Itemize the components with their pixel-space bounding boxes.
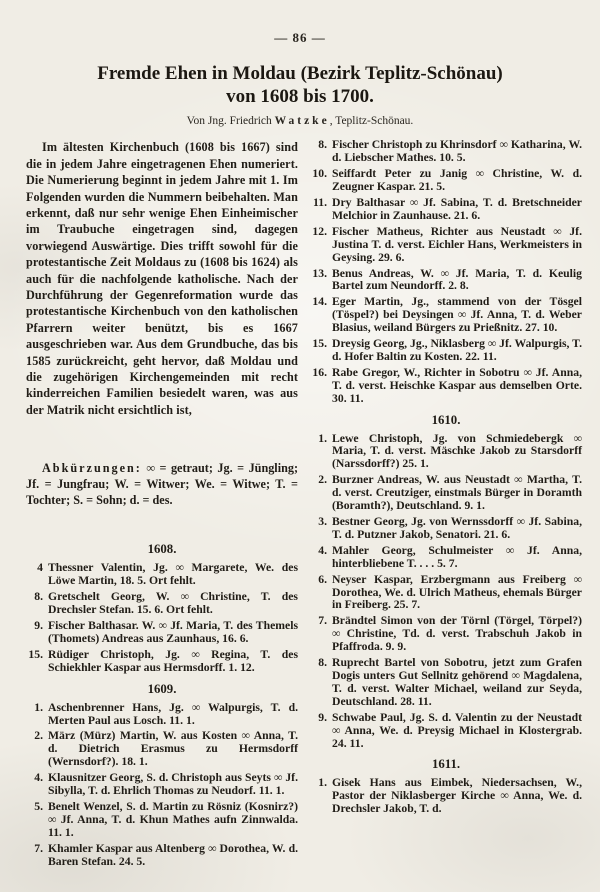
entry-text: Bestner Georg, Jg. von Wernssdorff ∞ Jf. Sabina, T. d. Putzner Jakob, Senatori. 21. 6.: [332, 515, 582, 541]
marriage-entry: [26, 562, 298, 588]
marriage-entry: [310, 338, 582, 364]
entry-text: Dry Balthasar ∞ Jf. Sabina, T. d. Bretschneider Melchior in Zaunhause. 21. 6.: [332, 195, 582, 222]
marriage-entry: [310, 433, 582, 472]
marriage-entry: [310, 168, 582, 194]
entry-number: 10.: [312, 167, 327, 181]
byline: [0, 115, 600, 127]
entry-text: Gisek Hans aus Eimbek, Niedersachsen, W., Pastor der Niklasberger Kirche ∞ Anna, We. d. Drechsler Jakob, T. d.: [332, 776, 582, 816]
byline-prefix: Von Jng. Friedrich: [186, 115, 275, 128]
right-column: [310, 139, 582, 871]
entry-text: Thessner Valentin, Jg. ∞ Margarete, We. des Löwe Martin, 18. 5. Ort fehlt.: [48, 561, 298, 588]
entry-text: Lewe Christoph, Jg. von Schmiedebergk ∞ Maria, T. d. verst. Mäschke Jakob zu Starsdorff (Narssdorff?) 25. 1.: [332, 431, 582, 471]
entry-number: 15.: [28, 647, 43, 661]
entry-text: Rüdiger Christoph, Jg. ∞ Regina, T. des Schiekhler Kaspar aus Hermsdorff. 1. 12.: [48, 647, 298, 674]
entry-number: 7.: [34, 841, 43, 855]
entry-text: Mahler Georg, Schulmeister ∞ Jf. Anna, hinterbliebene T. . . . 5. 7.: [332, 543, 582, 570]
entry-text: Dreysig Georg, Jg., Niklasberg ∞ Jf. Walpurgis, T. d. Hofer Baltin zu Kosten. 22. 11.: [332, 337, 582, 363]
marriage-entry: [26, 801, 298, 840]
entry-text: Benelt Wenzel, S. d. Martin zu Rösniz (Kosnirz?) ∞ Jf. Anna, T. d. Khun Mathes aufn Zinnwalda. 11. 1.: [48, 799, 298, 839]
entry-text: Ruprecht Bartel von Sobotru, jetzt zum Grafen Dogis unters Gut Sellnitz gehörend ∞ Magdalena, T. d. verst. Walter Michael, weiland zur Seyda, Deutschland. 28. 11.: [332, 656, 582, 708]
entry-text: Fischer Christoph zu Khrinsdorf ∞ Katharina, W. d. Liebscher Mathes. 10. 5.: [332, 138, 582, 165]
marriage-entry: [310, 139, 582, 165]
marriage-entry: [310, 197, 582, 223]
entry-number: 1.: [318, 776, 327, 790]
entry-number: 4.: [34, 771, 43, 785]
entry-number: 1.: [34, 700, 43, 714]
marriage-entry: [26, 620, 298, 646]
article-title: [20, 62, 580, 108]
entry-text: Gretschelt Georg, W. ∞ Christine, T. des Drechsler Stefan. 15. 6. Ort fehlt.: [48, 590, 298, 617]
entry-number: 7.: [318, 614, 327, 628]
left-column: [26, 139, 298, 871]
marriage-entry: [26, 591, 298, 617]
marriage-entry: [310, 516, 582, 542]
entry-number: 9.: [34, 618, 43, 632]
two-column-body: [0, 127, 600, 871]
right-entry-sections: [310, 139, 582, 816]
marriage-entry: [26, 702, 298, 728]
left-entry-sections: [26, 542, 298, 868]
abbreviations-paragraph: [26, 461, 298, 535]
entry-text: Fischer Balthasar. W. ∞ Jf. Maria, T. des Themels (Thomets) Andreas aus Zaunhaus, 16. 6.: [48, 618, 298, 645]
marriage-entry: [310, 296, 582, 335]
marriage-entry: [310, 367, 582, 406]
entry-number: 1.: [318, 431, 327, 445]
year-heading: 1608.: [147, 542, 177, 557]
entry-text: Fischer Matheus, Richter aus Neustadt ∞ Jf. Justina T. d. verst. Eichler Hans, Werkmeisters in Geysing. 29. 6.: [332, 224, 582, 264]
marriage-entry: [26, 843, 298, 869]
entry-number: 13.: [312, 266, 327, 280]
marriage-entry: [310, 268, 582, 294]
entry-text: Aschenbrenner Hans, Jg. ∞ Walpurgis, T. d. Merten Paul aus Losch. 11. 1.: [48, 700, 298, 727]
year-heading: 1609.: [147, 681, 177, 696]
marriage-entry: [310, 712, 582, 751]
article-title-line2: von 1608 bis 1700.: [226, 86, 374, 108]
entry-number: 6.: [318, 572, 327, 586]
entry-text: Schwabe Paul, Jg. S. d. Valentin zu der Neustadt ∞ Anna, We. d. Preysig Michael in Klostergrab. 24. 11.: [332, 710, 582, 750]
entry-number: 15.: [312, 337, 327, 351]
entry-text: Rabe Gregor, W., Richter in Sobotru ∞ Jf. Anna, T. d. verst. Heischke Kaspar aus demselben Orte. 30. 11.: [332, 365, 582, 405]
entry-number: 14.: [312, 295, 327, 309]
entry-text: Seiffardt Peter zu Janig ∞ Christine, W. d. Zeugner Kaspar. 21. 5.: [332, 167, 582, 194]
author-name: Watzke: [274, 115, 330, 128]
page-number: — 86 —: [274, 30, 326, 45]
entry-text: Burzner Andreas, W. aus Neustadt ∞ Martha, T. d. verst. Creutziger, einstmals Bürger in Doramth (Boramth?), Deutschland. 9. 1.: [332, 473, 582, 513]
entry-number: 11.: [313, 195, 327, 209]
intro-paragraph: Im ältesten Kirchenbuch (1608 bis 1667) sind die in jedem Jahre eingetragenen Ehen numeriert. Die Numerierung beginnt in jedem Jahre mit 1. Im Folgenden wurden die Nummern beibehalten. Man erkennt, daß nur sehr wenige Ehen Einheimischer im Traubuche eingetragen sind, dagegen vorwiegend Auswärtige. Dies trifft sowohl für die protestantische Zeit Moldaus zu (1608 bis 1624) als auch für die nachfolgende katholische. Nach der Durchführung der Gegenreformation wurde das protestantische Kirchenbuch von den katholischen Pfarrern weiter benützt, bis es 1667 ausgeschrieben war. Aus dem Grundbuche, das bis 1585 zurückreicht, geht hervor, daß Moldau und die zugehörigen Kirchengemeinden mit recht kinderreichen Familien besiedelt waren, was aus der Matrik nicht ersichtlich ist,: [26, 140, 298, 417]
marriage-entry: [26, 649, 298, 675]
marriage-entry: [26, 730, 298, 769]
marriage-entry: [310, 657, 582, 709]
entry-text: Eger Martin, Jg., stammend von der Tösgel (Töspel?) bei Deysingen ∞ Jf. Anna, T. d. Weber Blasius, weiland Bürgers zu Prießnitz. 27. 10.: [332, 295, 582, 335]
entry-number: 2.: [318, 473, 327, 487]
entry-text: Khamler Kaspar aus Altenberg ∞ Dorothea, W. d. Baren Stefan. 24. 5.: [48, 841, 298, 868]
marriage-entry: [310, 545, 582, 571]
entry-number: 8.: [318, 138, 327, 152]
marriage-entry: [310, 474, 582, 513]
year-heading: 1610.: [431, 412, 461, 427]
entry-number: 3.: [318, 515, 327, 528]
abbreviations-text: ∞ = getraut; Jg. = Jüngling; Jf. = Jungfrau; W. = Witwer; We. = Witwe; T. = Tochter; S. = Sohn; d. = des.: [26, 461, 298, 507]
entry-text: Benus Andreas, W. ∞ Jf. Maria, T. d. Keulig Bartel zum Neundorff. 2. 8.: [332, 266, 582, 293]
marriage-entry: [310, 615, 582, 654]
marriage-entry: [310, 226, 582, 265]
entry-text: Klausnitzer Georg, S. d. Christoph aus Seyts ∞ Jf. Sibylla, T. d. Ehrlich Thomas zu Neudorf. 11. 1.: [48, 771, 298, 798]
marriage-entry: [310, 777, 582, 816]
entry-number: 5.: [34, 799, 43, 813]
article-title-line1: Fremde Ehen in Moldau (Bezirk Teplitz-Schönau): [97, 63, 503, 84]
entry-number: 16.: [312, 365, 327, 379]
entry-text: März (Mürz) Martin, W. aus Kosten ∞ Anna, T. d. Dietrich Erasmus zu Hermsdorff (Wernsdorf?). 18. 1.: [48, 729, 298, 769]
abbreviations-label: Abkürzungen:: [42, 461, 142, 476]
byline-suffix: , Teplitz-Schönau.: [329, 115, 414, 128]
entry-text: Neyser Kaspar, Erzbergmann aus Freiberg ∞ Dorothea, We. d. Ulrich Matheus, ehemals Bürger in Freiberg. 25. 7.: [332, 572, 582, 612]
year-heading: 1611.: [431, 757, 461, 772]
marriage-entry: [26, 772, 298, 798]
entry-number: 2.: [34, 729, 43, 743]
entry-number: 8.: [318, 656, 327, 670]
marriage-entry: [310, 574, 582, 613]
entry-number: 4.: [318, 543, 327, 557]
entry-number: 12.: [312, 224, 327, 238]
entry-text: Brändtel Simon von der Törnl (Törgel, Törpel?) ∞ Christine, Td. d. verst. Trabschuh Jakob in Pfaffroda. 9. 9.: [332, 614, 582, 654]
entry-number: 9.: [318, 710, 327, 724]
entry-number: 8.: [34, 590, 43, 604]
entry-number: 4: [37, 561, 43, 575]
